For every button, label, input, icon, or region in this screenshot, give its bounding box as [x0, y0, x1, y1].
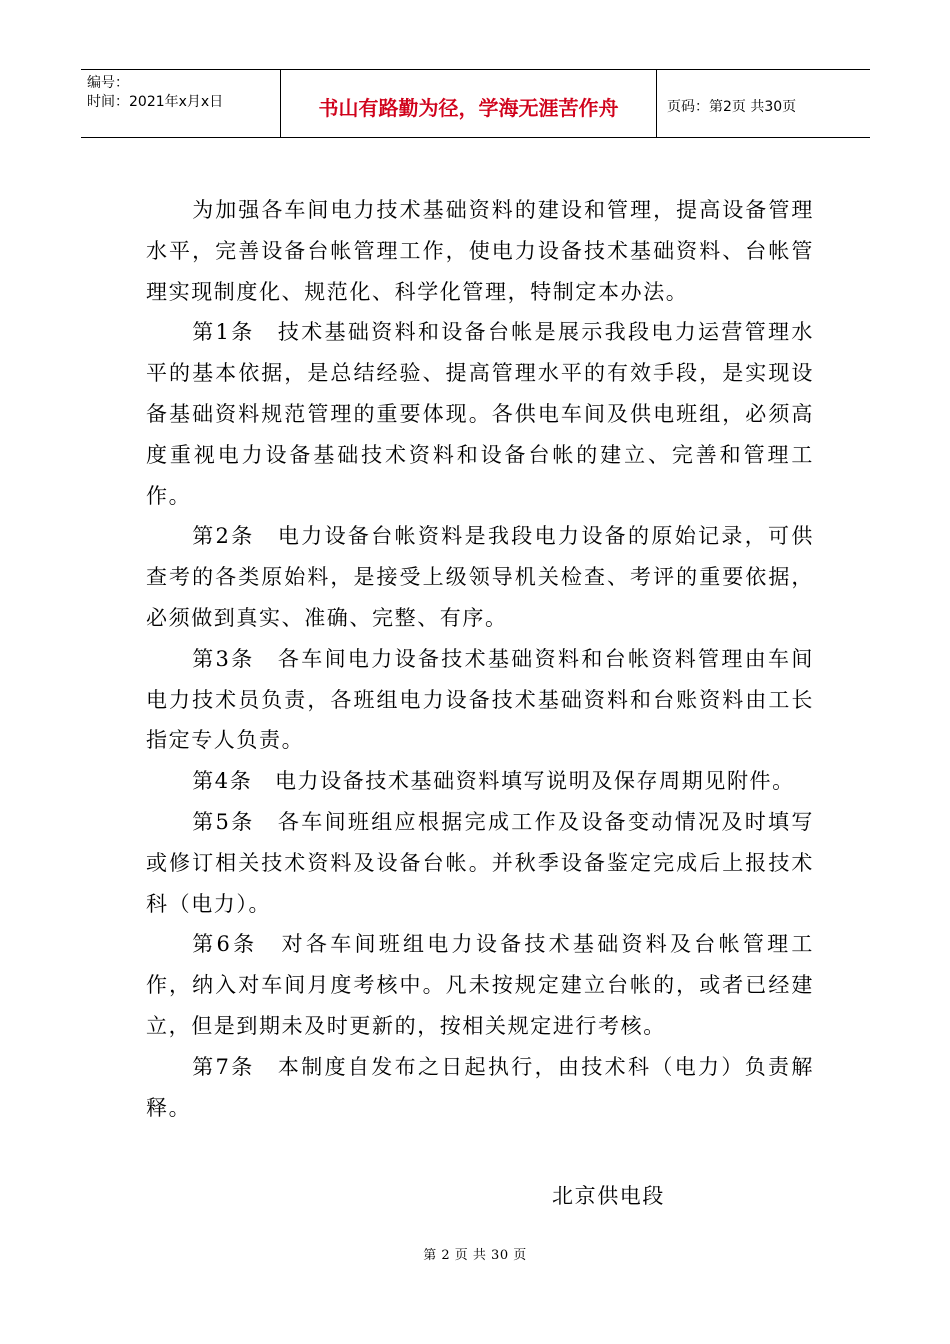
document-number-label: 编号： — [87, 75, 129, 91]
article-1: 第1条 技术基础资料和设备台帐是展示我段电力运营管理水平的基本依据，是总结经验、提高管理水平的有效手段，是实现设备基础资料规范管理的重要体现。各供电车间及供电班组，必须高度重视电力设备基础技术资料和设备台帐的建立、完善和管理工作。 — [146, 320, 814, 508]
article-7: 第7条 本制度自发布之日起执行，由技术科（电力）负责解释。 — [146, 1054, 814, 1120]
article-2: 第2条 电力设备台帐资料是我段电力设备的原始记录，可供查考的各类原始料，是接受上级领导机关检查、考评的重要依据，必须做到真实、准确、完整、有序。 — [146, 524, 814, 630]
article-5: 第5条 各车间班组应根据完成工作及设备变动情况及时填写或修订相关技术资料及设备台帐。并秋季设备鉴定完成后上报技术科（电力）。 — [146, 809, 814, 916]
document-time-label: 时间：2021年x月x日 — [87, 94, 224, 110]
header-motto: 书山有路勤为径，学海无涯苦作舟 — [281, 70, 657, 137]
page-header — [81, 69, 870, 138]
article-4: 第4条 电力设备技术基础资料填写说明及保存周期见附件。 — [192, 769, 795, 794]
header-page-info: 页码：第2页 共30页 — [667, 98, 797, 115]
intro-paragraph: 为加强各车间电力技术基础资料的建设和管理，提高设备管理水平，完善设备台帐管理工作，使电力设备技术基础资料、台帐管理实现制度化、规范化、科学化管理，特制定本办法。 — [146, 198, 814, 304]
article-3: 第3条 各车间电力设备技术基础资料和台帐资料管理由车间电力技术员负责，各班组电力设备技术基础资料和台账资料由工长指定专人负责。 — [146, 646, 814, 753]
article-6: 第6条 对各车间班组电力设备技术基础资料及台帐管理工作，纳入对车间月度考核中。凡未按规定建立台帐的，或者已经建立，但是到期未及时更新的，按相关规定进行考核。 — [146, 932, 814, 1038]
document-body — [146, 190, 814, 1128]
header-info-cell — [81, 70, 281, 137]
signature: 北京供电段 — [552, 1184, 665, 1208]
page-footer: 第 2 页 共 30 页 — [423, 1248, 527, 1263]
